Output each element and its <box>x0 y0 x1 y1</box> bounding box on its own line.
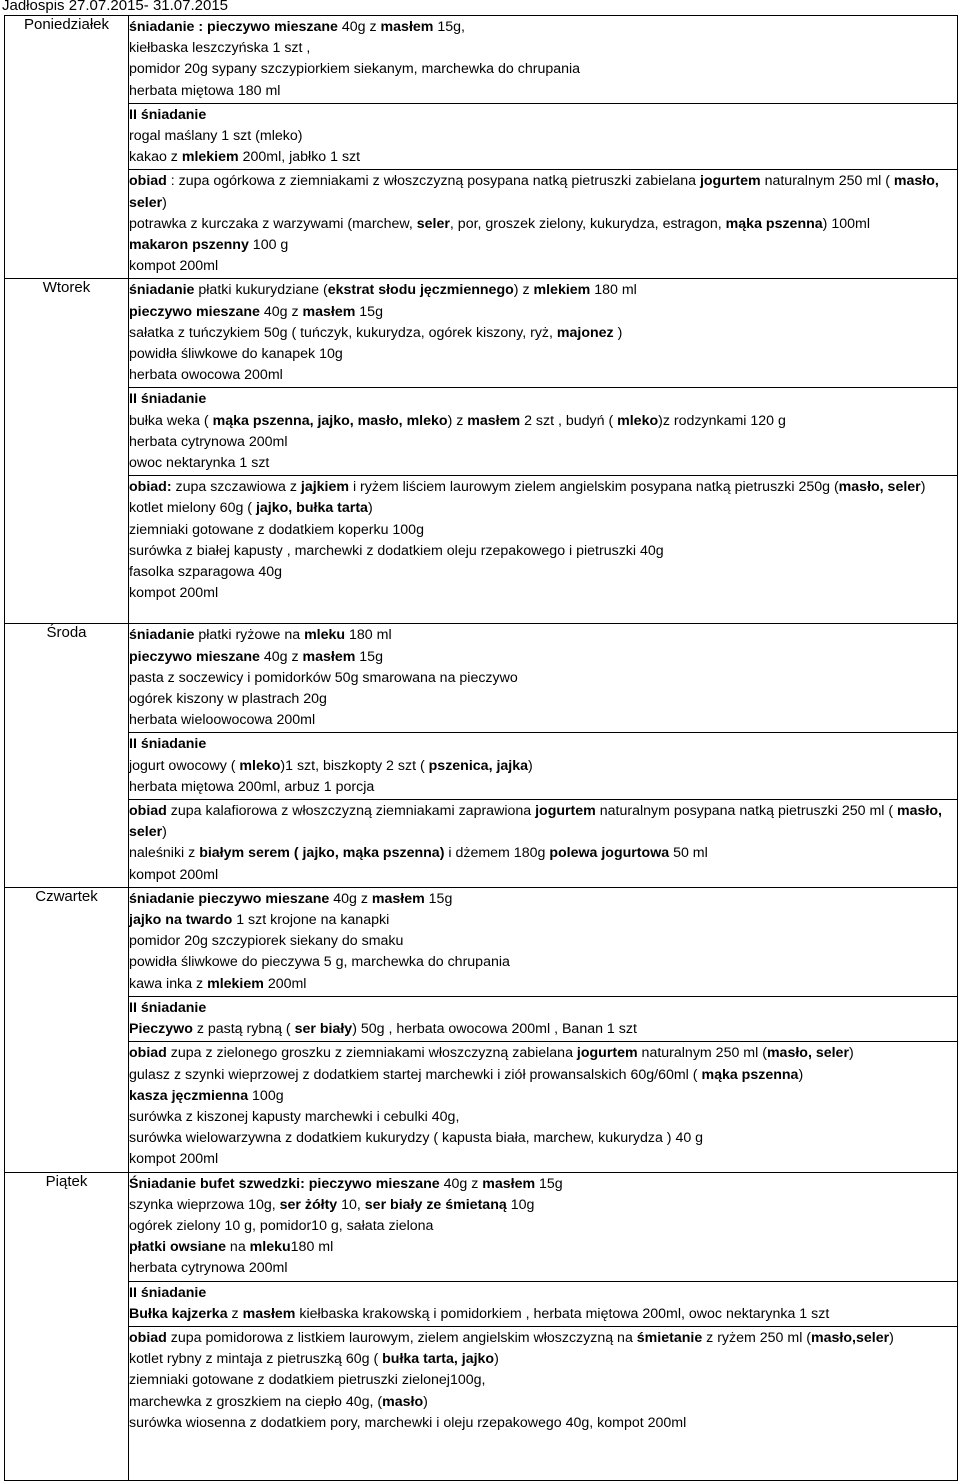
menu-text: bułka weka ( <box>129 412 213 429</box>
allergen-text: jogurtem <box>535 803 596 820</box>
day-name: Czwartek <box>5 887 129 1172</box>
menu-line <box>129 235 957 256</box>
menu-line <box>129 974 957 995</box>
meal-section <box>129 888 957 996</box>
meal-section <box>129 475 957 605</box>
menu-text: ) <box>889 1329 894 1346</box>
menu-text: pomidor 20g szczypiorek siekany do smaku <box>129 933 404 950</box>
allergen-text: obiad <box>129 1045 167 1062</box>
menu-line <box>129 1283 957 1304</box>
meal-section <box>129 1281 957 1326</box>
menu-text: )z rodzynkami 120 g <box>658 412 786 429</box>
menu-text: kompot 200ml <box>129 1151 219 1168</box>
menu-text: naturalnym 250 ml ( <box>637 1045 767 1062</box>
menu-text: ) <box>162 194 167 211</box>
menu-text: ziemniaki gotowane z dodatkiem koperku 100g <box>129 521 424 538</box>
menu-line <box>129 1174 957 1195</box>
menu-line <box>129 865 957 886</box>
menu-text: 10, <box>337 1196 365 1213</box>
allergen-text: masłem <box>302 303 356 320</box>
menu-line <box>129 1392 957 1413</box>
menu-text: surówka z białej kapusty , marchewki z dodatkiem oleju rzepakowego i pietruszki 40g <box>129 542 664 559</box>
menu-text: 40g z <box>259 648 303 665</box>
allergen-text: masło, seler <box>838 479 921 496</box>
menu-line <box>129 302 957 323</box>
allergen-text: śmietanie <box>636 1329 703 1346</box>
menu-text: pomidor 20g sypany szczypiorkiem siekanym, marchewka do chrupania <box>129 61 581 78</box>
menu-line <box>129 498 957 519</box>
menu-line <box>129 411 957 432</box>
allergen-text: mlekiem <box>207 975 264 992</box>
menu-text: 15g <box>355 303 383 320</box>
allergen-text: II śniadanie <box>129 106 207 123</box>
day-meals <box>129 624 958 887</box>
day-meals <box>129 16 958 279</box>
menu-line <box>129 541 957 562</box>
menu-text: naturalnym 250 ml ( <box>760 173 894 190</box>
allergen-text: mleko <box>617 412 659 429</box>
menu-text: ) <box>848 1045 854 1062</box>
menu-text: 1 szt krojone na kanapki <box>232 912 390 929</box>
allergen-text: ser biały ze śmietaną <box>364 1196 507 1213</box>
menu-text: kakao z <box>129 149 182 166</box>
menu-text: surówka wiosenna z dodatkiem pory, marchewki i oleju rzepakowego 40g, kompot 200ml <box>129 1414 687 1431</box>
menu-line <box>129 1107 957 1128</box>
menu-text: ogórek kiszony w plastrach 20g <box>129 691 327 708</box>
menu-line <box>129 323 957 344</box>
meal-section <box>129 1173 957 1281</box>
allergen-text: masło, seler <box>766 1045 849 1062</box>
menu-line <box>129 952 957 973</box>
menu-text: 40g z <box>259 303 303 320</box>
menu-text: ziemniaki gotowane z dodatkiem pietruszki zielonej100g, <box>129 1372 486 1389</box>
meal-section <box>129 1041 957 1171</box>
menu-line <box>129 214 957 235</box>
menu-line <box>129 147 957 168</box>
menu-line <box>129 689 957 710</box>
menu-text: 15g <box>535 1175 563 1192</box>
meal-section <box>129 103 957 170</box>
allergen-text: masłem <box>242 1305 296 1322</box>
allergen-text: jajko na twardo <box>129 912 233 929</box>
allergen-text: mleku <box>249 1239 291 1256</box>
menu-text: pasta z soczewicy i pomidorków 50g smarowana na pieczywo <box>129 669 518 686</box>
allergen-text: Śniadanie bufet szwedzki: pieczywo mieszane <box>129 1175 440 1192</box>
menu-text: , por, groszek zielony, kukurydza, estragon, <box>449 215 726 232</box>
day-name: Wtorek <box>5 279 129 624</box>
menu-text: 10g <box>506 1196 535 1213</box>
menu-line <box>129 365 957 386</box>
day-row <box>5 1172 958 1480</box>
menu-text: 40g z <box>337 19 381 35</box>
allergen-text: II śniadanie <box>129 999 207 1016</box>
meal-section <box>129 732 957 799</box>
menu-line <box>129 81 957 102</box>
allergen-text: śniadanie pieczywo mieszane <box>129 890 330 907</box>
allergen-text: pieczywo mieszane <box>129 303 260 320</box>
allergen-text: białym serem ( jajko, mąka pszenna) <box>199 845 445 862</box>
menu-line <box>129 777 957 798</box>
allergen-text: mleku <box>304 627 346 644</box>
allergen-text: II śniadanie <box>129 736 207 753</box>
menu-text: herbata cytrynowa 200ml <box>129 433 288 450</box>
menu-text: marchewka z groszkiem na ciepło 40g, ( <box>129 1393 383 1410</box>
menu-line <box>129 280 957 301</box>
day-row <box>5 624 958 887</box>
meal-section <box>129 1326 957 1435</box>
menu-text: gulasz z szynki wieprzowej z dodatkiem startej marchewki i ziół prowansalskich 60g/60ml ( <box>129 1066 702 1083</box>
menu-line <box>129 256 957 277</box>
menu-line <box>129 1128 957 1149</box>
menu-text: ogórek zielony 10 g, pomidor10 g, sałata zielona <box>129 1217 434 1234</box>
menu-text: potrawka z kurczaka z warzywami (marchew, <box>129 215 417 232</box>
menu-line <box>129 801 957 843</box>
allergen-text: masłem <box>380 19 434 35</box>
menu-line <box>129 889 957 910</box>
menu-text: 50 ml <box>669 845 708 862</box>
menu-line <box>129 17 957 38</box>
menu-line <box>129 126 957 147</box>
menu-text: 180 ml <box>290 1239 334 1256</box>
menu-text: kiełbaska leszczyńska 1 szt , <box>129 40 311 57</box>
allergen-text: płatki owsiane <box>129 1239 226 1256</box>
menu-text: z pastą rybną ( <box>192 1021 295 1038</box>
menu-text: i dżemem 180g <box>444 845 550 862</box>
menu-text: ) 100ml <box>822 215 870 232</box>
menu-text: powidła śliwkowe do pieczywa 5 g, marchewka do chrupania <box>129 954 510 971</box>
menu-text: kiełbaska krakowską i pomidorkiem , herbata miętowa 200ml, owoc nektarynka 1 szt <box>295 1305 830 1322</box>
menu-line <box>129 1086 957 1107</box>
allergen-text: masłem <box>467 412 521 429</box>
allergen-text: majonez <box>556 324 614 341</box>
menu-text: płatki kukurydziane ( <box>194 282 328 299</box>
menu-text: 15g <box>355 648 383 665</box>
menu-line <box>129 931 957 952</box>
menu-text: z <box>227 1305 243 1322</box>
allergen-text: obiad <box>129 1329 167 1346</box>
menu-text: szynka wieprzowa 10g, <box>129 1196 280 1213</box>
menu-text: kotlet mielony 60g ( <box>129 500 256 517</box>
allergen-text: bułka tarta, jajko <box>382 1351 495 1368</box>
menu-text: kompot 200ml <box>129 866 219 883</box>
menu-text: jogurt owocowy ( <box>129 757 240 774</box>
menu-text: naturalnym posypana natką pietruszki 250 ml ( <box>595 803 898 820</box>
menu-line <box>129 520 957 541</box>
allergen-text: masłem <box>371 890 425 907</box>
menu-text: powidła śliwkowe do kanapek 10g <box>129 346 343 363</box>
menu-text: kotlet rybny z mintaja z pietruszką 60g ( <box>129 1351 383 1368</box>
allergen-text: Bułka kajzerka <box>129 1305 228 1322</box>
menu-text: ) <box>613 324 623 341</box>
menu-text: herbata owocowa 200ml <box>129 367 283 384</box>
menu-line <box>129 171 957 213</box>
menu-text: surówka z kiszonej kapusty marchewki i cebulki 40g, <box>129 1108 460 1125</box>
meal-section <box>129 16 957 103</box>
menu-text: 200ml <box>263 975 307 992</box>
day-meals <box>129 887 958 1172</box>
day-meals <box>129 279 958 624</box>
menu-text: kompot 200ml <box>129 258 219 275</box>
allergen-text: II śniadanie <box>129 391 207 408</box>
menu-text: 40g z <box>329 890 372 907</box>
menu-line <box>129 1304 957 1325</box>
menu-line <box>129 38 957 59</box>
allergen-text: mleko <box>239 757 281 774</box>
allergen-text: ekstrat słodu jęczmiennego <box>327 282 514 299</box>
menu-text: : zupa ogórkowa z ziemniakami z włoszczyzną posypana natką pietruszki zabielana <box>166 173 700 190</box>
menu-line <box>129 668 957 689</box>
menu-text: zupa pomidorowa z listkiem laurowym, zielem angielskim włoszczyzną na <box>166 1329 637 1346</box>
menu-text: ) 50g , herbata owocowa 200ml , Banan 1 szt <box>352 1021 637 1038</box>
allergen-text: mąka pszenna <box>725 215 823 232</box>
menu-text: 40g z <box>439 1175 483 1192</box>
allergen-text: obiad: <box>129 479 172 496</box>
menu-text: ) <box>798 1066 804 1083</box>
allergen-text: mlekiem <box>181 149 239 166</box>
menu-text: herbata miętowa 180 ml <box>129 82 281 99</box>
menu-text: rogal maślany 1 szt (mleko) <box>129 128 303 145</box>
allergen-text: makaron pszenny <box>129 237 249 254</box>
menu-text: kawa inka z <box>129 975 208 992</box>
menu-text: fasolka szparagowa 40g <box>129 564 283 581</box>
day-row <box>5 887 958 1172</box>
menu-text: 100g <box>248 1087 284 1104</box>
meal-section <box>129 799 957 887</box>
menu-text: ) z <box>447 412 468 429</box>
menu-text: 200ml, jabłko 1 szt <box>238 149 361 166</box>
allergen-text: śniadanie : pieczywo mieszane <box>129 19 338 35</box>
menu-text: 2 szt , budyń ( <box>520 412 618 429</box>
menu-table <box>4 15 958 1481</box>
menu-line <box>129 910 957 931</box>
menu-text: surówka wielowarzywna z dodatkiem kukurydzy ( kapusta biała, marchew, kukurydza ) 40 g <box>129 1130 704 1147</box>
menu-text: zupa kalafiorowa z włoszczyzną ziemniakami zaprawiona <box>166 803 536 820</box>
day-row <box>5 16 958 279</box>
day-name: Piątek <box>5 1172 129 1480</box>
menu-line <box>129 432 957 453</box>
allergen-text: ser biały <box>294 1021 353 1038</box>
menu-text: 100 g <box>248 237 289 254</box>
menu-line <box>129 1258 957 1279</box>
allergen-text: obiad <box>129 173 167 190</box>
allergen-text: jajko, bułka tarta <box>255 500 368 517</box>
menu-line <box>129 1043 957 1064</box>
menu-line <box>129 625 957 646</box>
menu-line <box>129 734 957 755</box>
menu-line <box>129 1149 957 1170</box>
menu-line <box>129 389 957 410</box>
menu-text: płatki ryżowe na <box>194 627 305 644</box>
day-meals <box>129 1172 958 1480</box>
allergen-text: obiad <box>129 803 167 820</box>
menu-text: owoc nektarynka 1 szt <box>129 455 270 472</box>
meal-section <box>129 387 957 475</box>
allergen-text: jajkiem <box>300 479 350 496</box>
allergen-text: śniadanie <box>129 627 195 644</box>
menu-text: i ryżem liściem laurowym zielem angielskim posypana natką pietruszki 250g ( <box>349 479 839 496</box>
menu-text: ) z <box>513 282 534 299</box>
menu-line <box>129 1195 957 1216</box>
menu-text: ) <box>367 500 373 517</box>
allergen-text: kasza jęczmienna <box>129 1087 249 1104</box>
menu-text: ) <box>162 824 167 841</box>
menu-text: zupa szczawiowa z <box>171 479 301 496</box>
menu-line <box>129 59 957 80</box>
allergen-text: pieczywo mieszane <box>129 648 260 665</box>
menu-text: kompot 200ml <box>129 585 219 602</box>
allergen-text: mlekiem <box>533 282 591 299</box>
menu-text: na <box>225 1239 250 1256</box>
allergen-text: Pieczywo <box>129 1021 193 1038</box>
allergen-text: masłem <box>482 1175 536 1192</box>
allergen-text: mąka pszenna <box>701 1066 799 1083</box>
menu-text: z ryżem 250 ml ( <box>702 1329 812 1346</box>
allergen-text: ser żółty <box>279 1196 338 1213</box>
page-title: Jadłospis 27.07.2015- 31.07.2015 <box>2 0 229 14</box>
allergen-text: śniadanie <box>129 282 195 299</box>
menu-line <box>129 1216 957 1237</box>
menu-text: naleśniki z <box>129 845 200 862</box>
menu-text: ) <box>423 1393 428 1410</box>
allergen-text: masło, seler <box>129 803 942 841</box>
menu-line <box>129 105 957 126</box>
menu-line <box>129 1019 957 1040</box>
menu-line <box>129 647 957 668</box>
menu-text: 15g, <box>433 19 465 35</box>
menu-text: sałatka z tuńczykiem 50g ( tuńczyk, kukurydza, ogórek kiszony, ryż, <box>129 324 557 341</box>
meal-section <box>129 279 957 387</box>
allergen-text: mąka pszenna, jajko, masło, mleko <box>212 412 448 429</box>
day-name: Poniedziałek <box>5 16 129 279</box>
menu-line <box>129 562 957 583</box>
allergen-text: pszenica, jajka <box>428 757 529 774</box>
menu-text: 180 ml <box>345 627 392 644</box>
menu-line <box>129 1349 957 1370</box>
allergen-text: jogurtem <box>576 1045 638 1062</box>
allergen-text: masło <box>382 1393 424 1410</box>
allergen-text: masło,seler <box>811 1329 890 1346</box>
menu-text: herbata cytrynowa 200ml <box>129 1260 288 1277</box>
allergen-text: polewa jogurtowa <box>549 845 670 862</box>
menu-line <box>129 1237 957 1258</box>
allergen-text: masłem <box>302 648 356 665</box>
menu-text: ) <box>494 1351 499 1368</box>
allergen-text: masło, seler <box>129 173 939 211</box>
menu-line <box>129 756 957 777</box>
menu-text: zupa z zielonego groszku z ziemniakami włoszczyzną zabielana <box>166 1045 577 1062</box>
meal-section <box>129 996 957 1041</box>
allergen-text: jogurtem <box>699 173 761 190</box>
meal-section <box>129 169 957 278</box>
menu-text: )1 szt, biszkopty 2 szt ( <box>280 757 429 774</box>
menu-line <box>129 1328 957 1349</box>
menu-text: ) <box>920 479 926 496</box>
meal-section <box>129 624 957 732</box>
menu-line <box>129 998 957 1019</box>
menu-text: herbata miętowa 200ml, arbuz 1 porcja <box>129 778 375 795</box>
menu-text: herbata wieloowocowa 200ml <box>129 712 316 729</box>
menu-line <box>129 843 957 864</box>
menu-text: ) <box>528 757 533 774</box>
menu-text: 15g <box>424 890 453 907</box>
day-row <box>5 279 958 624</box>
day-name: Środa <box>5 624 129 887</box>
menu-line <box>129 710 957 731</box>
menu-line <box>129 477 957 498</box>
allergen-text: seler <box>416 215 450 232</box>
menu-line <box>129 1065 957 1086</box>
allergen-text: II śniadanie <box>129 1284 207 1301</box>
menu-line <box>129 1370 957 1391</box>
menu-line <box>129 583 957 604</box>
menu-line <box>129 1413 957 1434</box>
menu-line <box>129 344 957 365</box>
menu-line <box>129 453 957 474</box>
menu-text: 180 ml <box>590 282 637 299</box>
